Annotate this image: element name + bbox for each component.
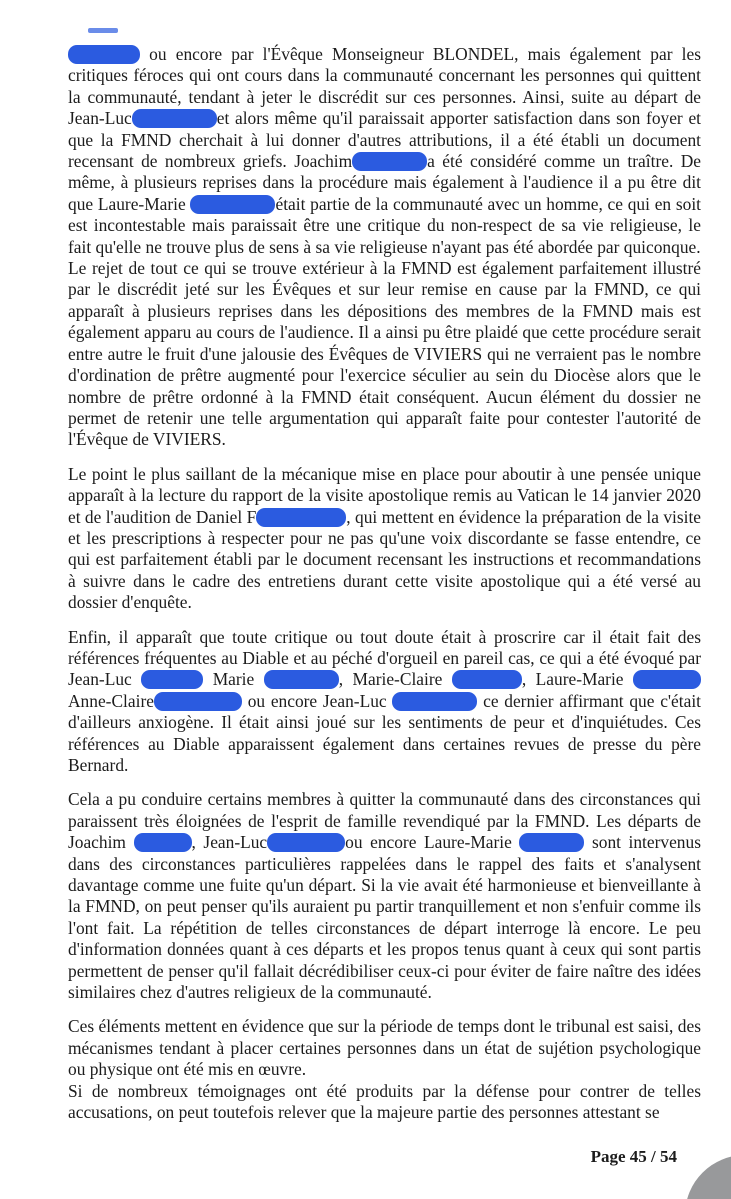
redaction-box xyxy=(352,152,427,171)
redaction-box xyxy=(392,692,477,711)
paragraph: Ces éléments mettent en évidence que sur la période de temps dont le tribunal est saisi, des mécanismes tendant à placer certaines personnes dans un état de sujétion psychologique ou physique ont été mis en œuvre. xyxy=(68,1016,701,1080)
paragraph: Le point le plus saillant de la mécanique mise en place pour aboutir à une pensée unique apparaît à la lecture du rapport de la visite apostolique remis au Vatican le 14 janvier 2020 et de l'audition de Daniel F , qui mettent en évidence la préparation de la visite et les prescriptions à respecter pour ne pas qu'une voix discordante se fasse entendre, ce qui est parfaitement établi par le document recensant les instructions et recommandations à suivre dans le cadre des entretiens durant cette visite apostolique qui a été versé au dossier d'enquête. xyxy=(68,463,701,613)
redaction-box xyxy=(132,109,217,128)
paragraph: ou encore par l'Évêque Monseigneur BLONDEL, mais également par les critiques féroces qui ont cours dans la communauté concernant les personnes qui quittent la communauté, tendant à jeter le discrédit sur ces personnes. Ainsi, suite au départ de Jean-Luc et alors même qu'il paraissait apporter satisfaction dans son foyer et que la FMND cherchait à lui donner d'autres attributions, il a été établi un document recensant de nombreux griefs. Joachim a été considéré comme un traître. De même, à plusieurs reprises dans la procédure mais également à l'audience il a pu être dit que Laure-Marie était partie de la communauté avec un homme, ce qui en soit est incontestable mais paraissait être une critique du non-respect de sa vie religieuse, le fait qu'elle ne trouve plus de sens à sa vie religieuse n'ayant pas été abordée par quiconque. xyxy=(68,44,701,257)
paragraph: Si de nombreux témoignages ont été produits par la défense pour contrer de telles accusations, on peut toutefois relever que la majeure partie des personnes attestant se xyxy=(68,1080,701,1123)
redaction-box xyxy=(519,833,584,852)
redaction-box xyxy=(256,508,346,527)
paragraph: Enfin, il apparaît que toute critique ou tout doute était à proscrire car il était fait des références fréquentes au Diable et au péché d'orgueil en pareil cas, ce qui a été évoqué par Jean-Luc Marie , Marie-Claire , Laure-Marie Anne-Claire ou encore Jean-Luc ce dernier affirmant que c'était d'ailleurs anxiogène. Il était ainsi joué sur les sentiments de peur et d'inquiétudes. Ces références au Diable apparaissent également dans certaines revues de presse du père Bernard. xyxy=(68,626,701,775)
partial-redaction-box xyxy=(88,28,118,33)
redaction-box xyxy=(190,195,275,214)
redaction-box xyxy=(134,833,192,852)
paragraph: Cela a pu conduire certains membres à quitter la communauté dans des circonstances qui paraissent très éloignées de l'esprit de famille revendiqué par la FMND. Les départs de Joachim , Jean-Luc ou encore Laure-Marie sont intervenus dans des circonstances particulières rappelées dans le rappel des faits et s'analysent davantage comme une fuite qu'un départ. Si la vie avait été harmonieuse et bienveillante à la FMND, on peut penser qu'ils auraient pu partir tranquillement et non s'enfuir comme ils l'ont fait. La répétition de telles circonstances de départ interroge là encore. Le peu d'information données quant à ces départs et les propos tenus quant à ceux qui sont partis permettent de penser qu'il fallait décrédibiliser ceux-ci pour éviter de faire naître des idées similaires chez d'autres religieux de la communauté. xyxy=(68,789,701,1003)
redaction-box xyxy=(68,45,140,64)
redaction-box xyxy=(267,833,345,852)
redaction-box xyxy=(154,692,242,711)
redaction-box xyxy=(633,670,701,689)
redaction-box xyxy=(264,670,339,689)
corner-circle-button[interactable] xyxy=(685,1155,731,1199)
redaction-box xyxy=(452,670,522,689)
page-number: Page 45 / 54 xyxy=(590,1147,677,1166)
paragraph: Le rejet de tout ce qui se trouve extérieur à la FMND est également parfaitement illustré par le discrédit jeté sur les Évêques et sur leur remise en cause par la FMND, ce qui apparaît à plusieurs reprises dans les dépositions des membres de la FMND mais est également apparu au cours de l'audience. Il a ainsi pu être plaidé que cette procédure serait entre autre le fruit d'une jalousie des Évêques de VIVIERS qui ne verraient pas le nombre d'ordination de prêtre augmenté pour l'exercice séculier au sein du Diocèse alors que le nombre de prêtre ordonné à la FMND était conséquent. Aucun élément du dossier ne permet de retenir une telle argumentation qui apparaît faite pour contester l'autorité de l'Évêque de VIVIERS. xyxy=(68,258,701,450)
redaction-box xyxy=(141,670,203,689)
document-body xyxy=(68,44,701,1124)
